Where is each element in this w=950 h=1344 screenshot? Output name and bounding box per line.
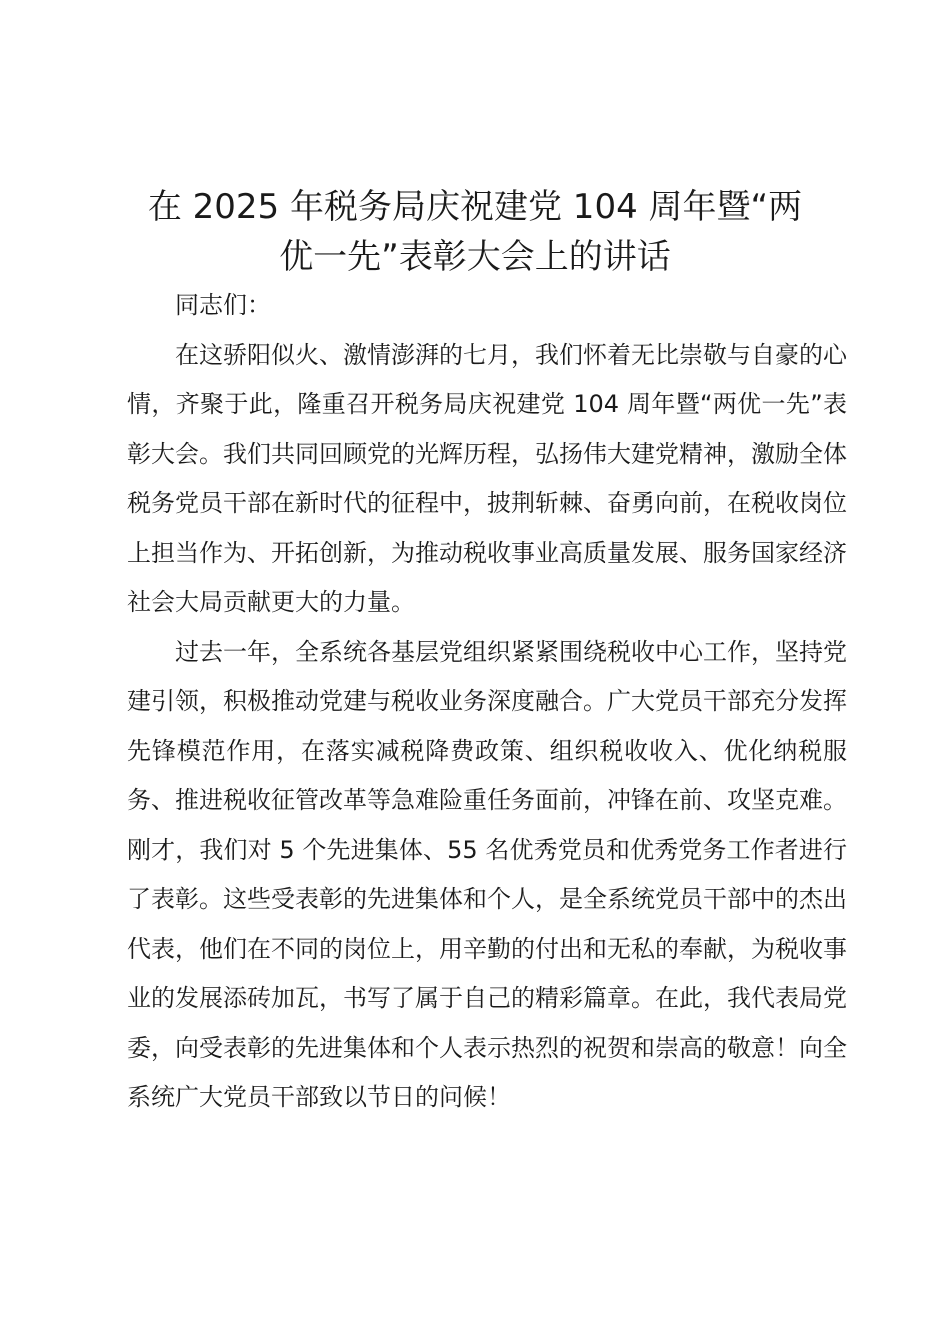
document-title [0, 182, 950, 282]
title-line-2: 优一先”表彰大会上的讲话 [279, 237, 671, 277]
paragraph-1: 在这骄阳似火、激情澎湃的七月，我们怀着无比崇敬与自豪的心情，齐聚于此，隆重召开税务局庆祝建党 104 周年暨“两优一先”表彰大会。我们共同回顾党的光辉历程，弘扬伟大建党精神，激励全体税务党员干部在新时代的征程中，披荆斩棘、奋勇向前，在税收岗位上担当作为、开拓创新，为推动税收事业高质量发展、服务国家经济社会大局贡献更大的力量。 [127, 340, 847, 616]
document-body [127, 281, 847, 1123]
salutation: 同志们： [175, 291, 271, 319]
paragraph-2: 过去一年，全系统各基层党组织紧紧围绕税收中心工作，坚持党建引领，积极推动党建与税收业务深度融合。广大党员干部充分发挥先锋模范作用，在落实减税降费政策、组织税收收入、优化纳税服务、推进税收征管改革等急难险重任务面前，冲锋在前、攻坚克难。刚才，我们对 5 个先进集体、55 名优秀党员和优秀党务工作者进行了表彰。这些受表彰的先进集体和个人，是全系统党员干部中的杰出代表，他们在不同的岗位上，用辛勤的付出和无私的奉献，为税收事业的发展添砖加瓦，书写了属于自己的精彩篇章。在此，我代表局党委，向受表彰的先进集体和个人表示热烈的祝贺和崇高的敬意！向全系统广大党员干部致以节日的问候！ [127, 637, 847, 1111]
title-line-1: 在 2025 年税务局庆祝建党 104 周年暨“两 [147, 187, 803, 227]
